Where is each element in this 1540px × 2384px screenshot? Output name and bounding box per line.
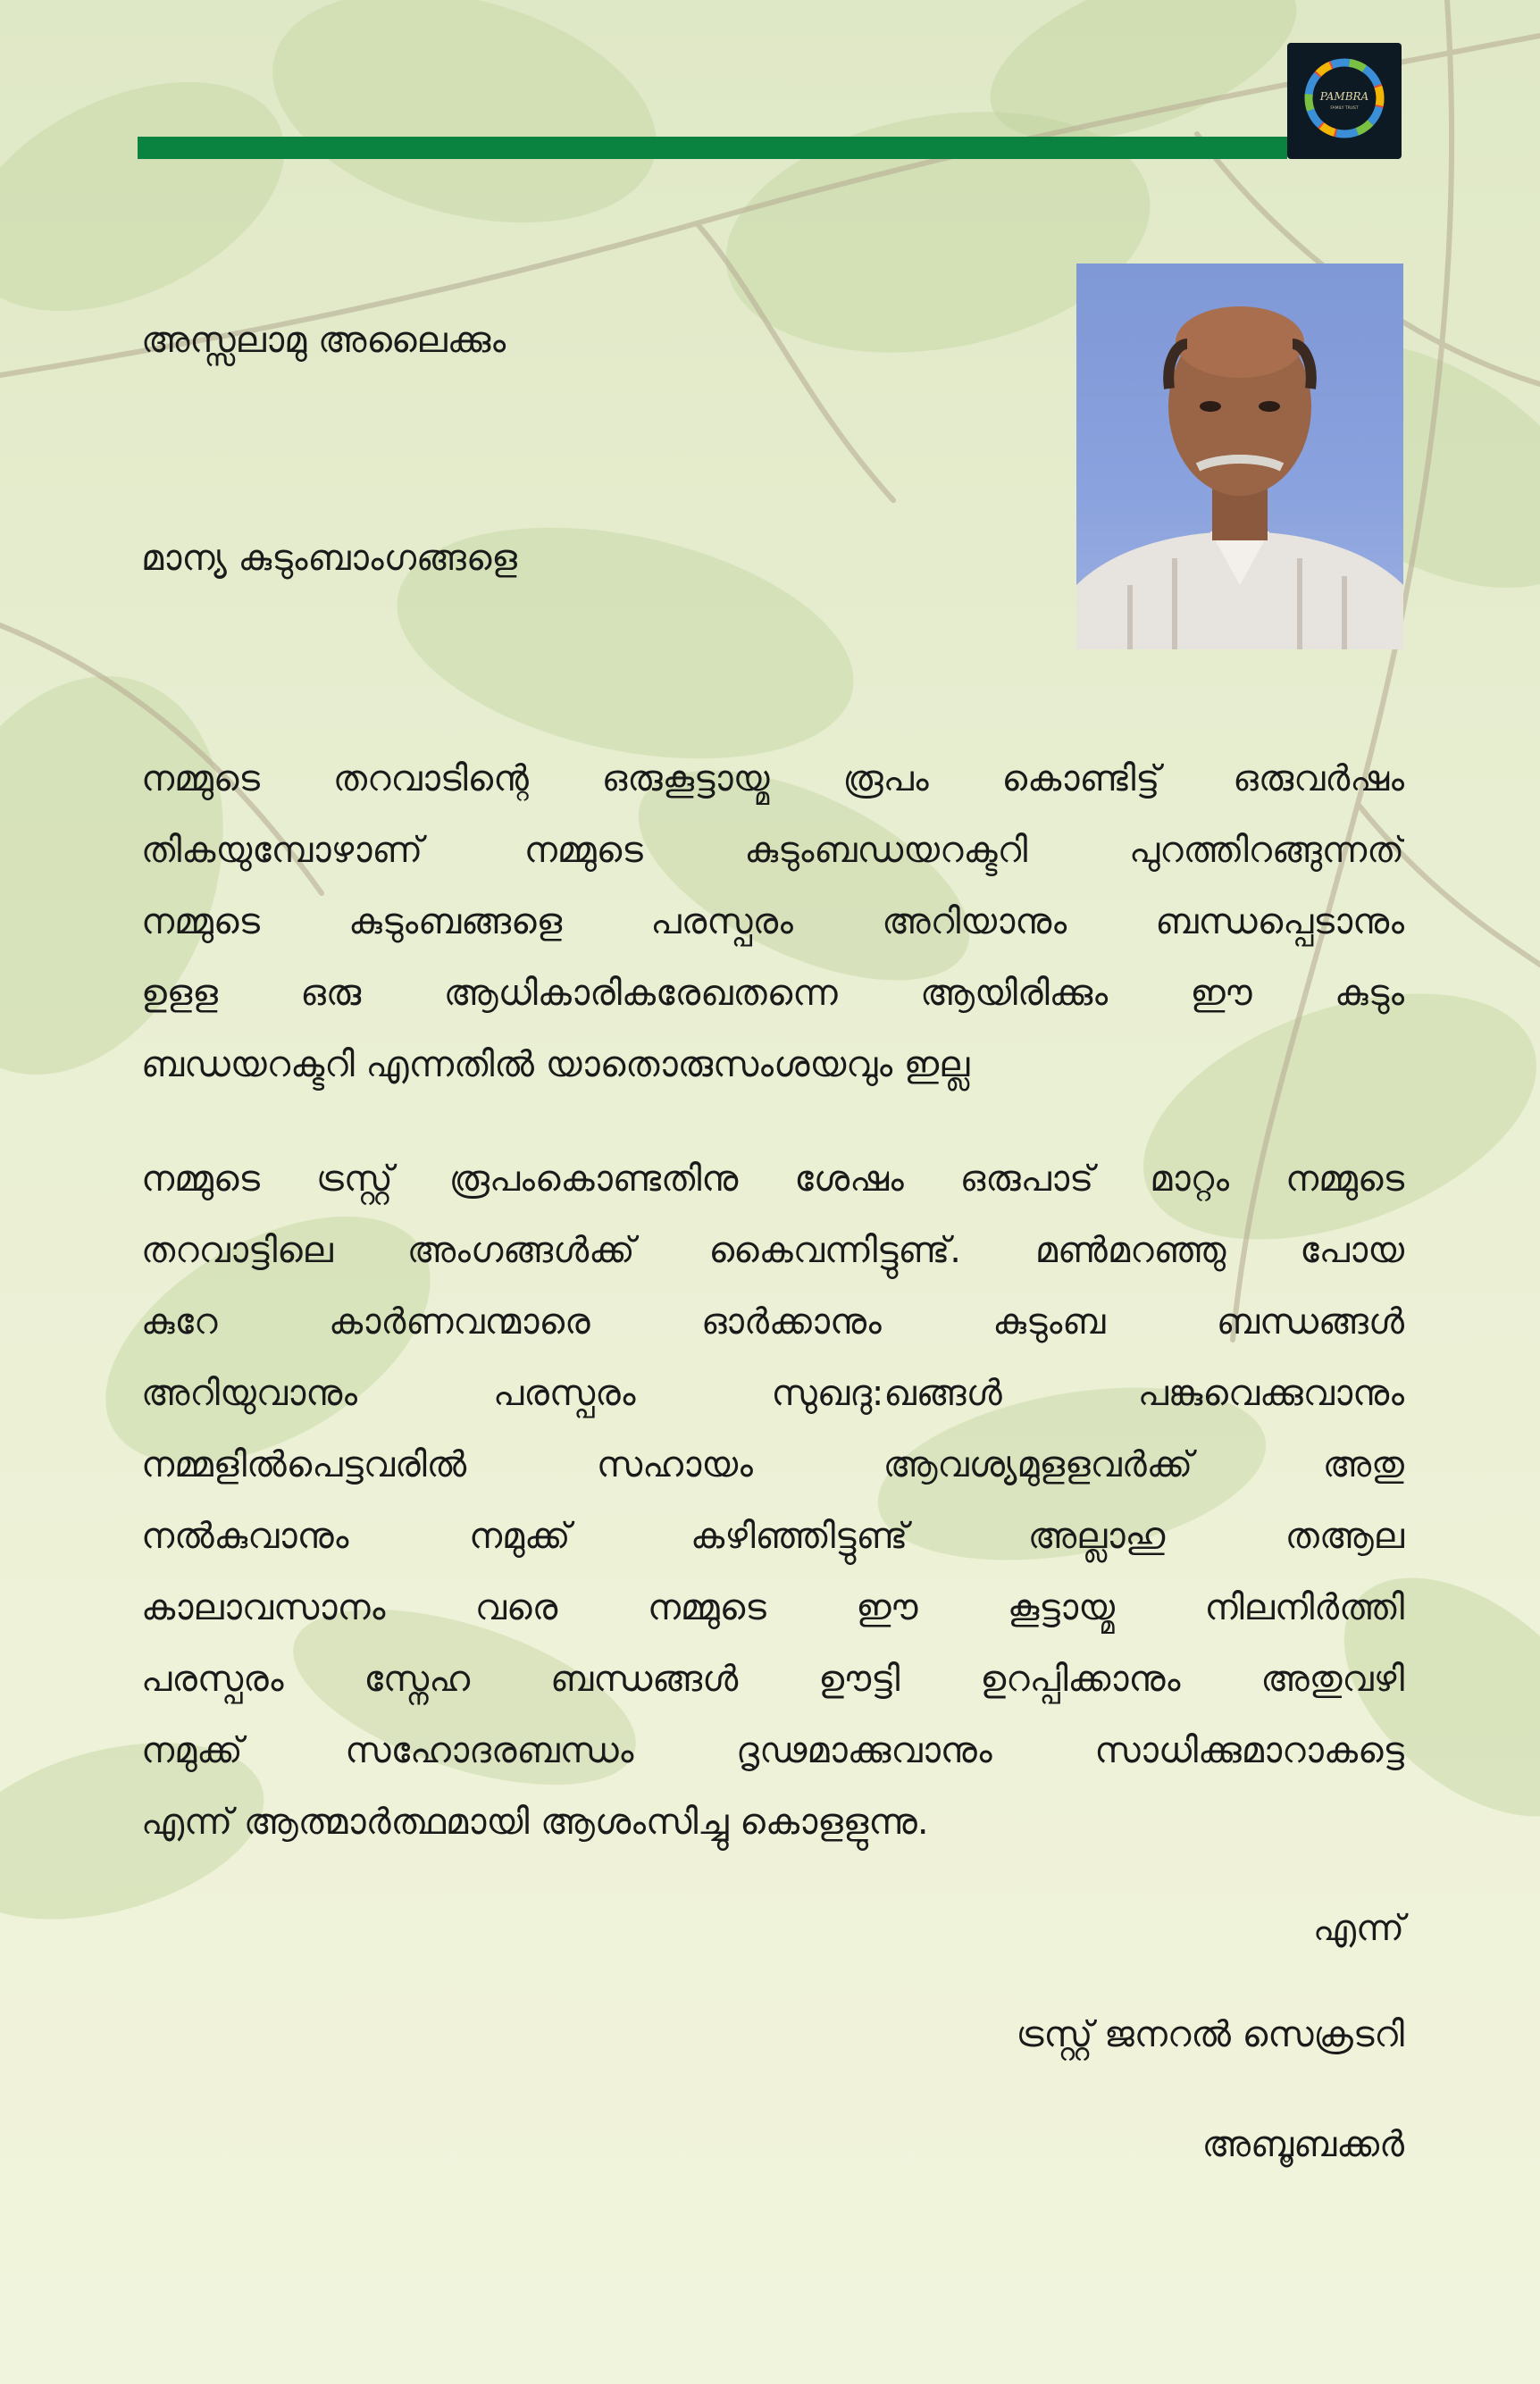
signatory-name: അബൂബക്കർ	[1201, 2124, 1404, 2165]
logo-text: PAMBRA	[1319, 90, 1369, 103]
paragraph-intro	[141, 743, 1404, 1100]
paragraph-line: കുറേ കാർണവന്മാരെ ഓർക്കാനും കുടുംബ ബന്ധങ്ങൾ	[141, 1301, 1404, 1343]
paragraph-line: കാലാവസാനം വരെ നമ്മുടെ ഈ കൂട്ടായ്മ നിലനിർത്തി	[141, 1587, 1404, 1628]
trust-logo	[1287, 43, 1402, 159]
closing-yours: എന്ന്	[1312, 1908, 1404, 1949]
paragraph-line: നമ്മുടെ കുടുംബങ്ങളെ പരസ്പരം അറിയാനും ബന്ധപ്പെടാനും	[141, 901, 1404, 942]
paragraph-line: പരസ്പരം സ്നേഹ ബന്ധങ്ങൾ ഊട്ടി ഉറപ്പിക്കാനും അതുവഴി	[141, 1659, 1404, 1700]
paragraph-line: അറിയുവാനും പരസ്പരം സുഖദു:ഖങ്ങൾ പങ്കുവെക്കുവാനും	[141, 1373, 1404, 1414]
paragraph-line: നമ്മളിൽപെട്ടവരിൽ സഹായം ആവശ്യമുളളവർക്ക് അതു	[141, 1444, 1404, 1485]
paragraph-wishes	[141, 1143, 1404, 1858]
logo-subtext: FAMILY TRUST	[1330, 106, 1359, 111]
paragraph-line: നമ്മുടെ തറവാടിന്റെ ഒരുകൂട്ടായ്മ രൂപം കൊണ്ടിട്ട് ഒരുവർഷം	[141, 758, 1404, 799]
paragraph-line: എന്ന് ആത്മാർത്ഥമായി ആശംസിച്ചു കൊളളുന്നു.	[141, 1802, 929, 1843]
greeting: അസ്സലാമു അലൈക്കും	[141, 320, 506, 361]
header-rule	[138, 137, 1287, 159]
salutation: മാന്യ കുടുംബാംഗങ്ങളെ	[141, 538, 517, 579]
signatory-designation: ട്രസ്റ്റ് ജനറൽ സെക്രടറി	[1016, 2014, 1404, 2055]
paragraph-line: തികയുമ്പോഴാണ് നമ്മുടെ കുടുംബഡയറക്ടറി പുറത്തിറങ്ങുന്നത്	[141, 830, 1404, 871]
paragraph-line: ഉളള ഒരു ആധികാരികരേഖതന്നെ ആയിരിക്കും ഈ കുടും	[141, 973, 1404, 1014]
paragraph-line: തറവാട്ടിലെ അംഗങ്ങൾക്ക് കൈവന്നിട്ടുണ്ട്. മൺമറഞ്ഞു പോയ	[141, 1230, 1404, 1271]
paragraph-line: ബഡയറക്ടറി എന്നതിൽ യാതൊരുസംശയവും ഇല്ല	[141, 1044, 970, 1085]
paragraph-line: നൽകുവാനും നമുക്ക് കഴിഞ്ഞിട്ടുണ്ട് അല്ലാഹു തആല	[141, 1516, 1404, 1557]
paragraph-line: നമുക്ക് സഹോദരബന്ധം ദൃഢമാക്കുവാനും സാധിക്കുമാറാകട്ടെ	[141, 1730, 1404, 1771]
paragraph-line: നമ്മുടെ ട്രസ്റ്റ് രൂപംകൊണ്ടതിനു ശേഷം ഒരുപാട് മാറ്റം നമ്മുടെ	[141, 1159, 1404, 1200]
author-photo	[1076, 263, 1403, 649]
